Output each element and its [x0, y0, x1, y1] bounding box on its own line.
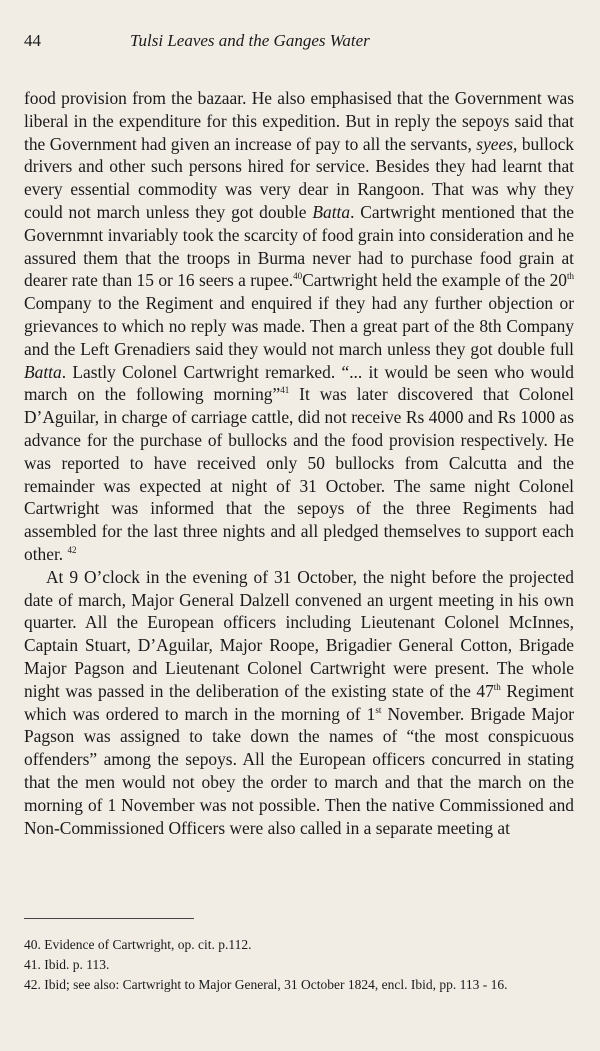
footnote-41: 41. Ibid. p. 113.	[24, 957, 110, 972]
italic-term: syees	[476, 133, 513, 154]
paragraph	[24, 87, 574, 566]
ordinal-suffix: th	[493, 681, 501, 692]
text-run: It was later discovered that Colonel D’Aguilar, in charge of carriage cattle, did not receive Rs 4000 and Rs 1000 as advance for the purchase of bullocks and the food provision respectively. He was reported to have received only 50 bullocks from Calcutta and the remainder was expected at night of 31 October. The same night Colonel Cartwright was informed that the sepoys of the three Regiments had assembled for the last three nights and all pledged themselves to support each other.	[24, 384, 574, 564]
text-run: Regiment which was ordered to march in the morning of 1	[24, 680, 574, 724]
text-run: Company to the Regiment and enquired if they had any further objection or grievances to which no reply was made. Then a great part of the 8th Company and the Left Grenadiers said they would not march unless they got double full	[24, 293, 574, 359]
footnote-40: 40. Evidence of Cartwright, op. cit. p.112.	[24, 937, 252, 952]
text-run: , bullock drivers and other such persons hired for service. Besides they had learnt that every essential commodity was very dear in Rangoon. That was why they could not march unless they got double	[24, 133, 575, 222]
text-run: . Cartwright mentioned that the Governmnt invariably took the scarcity of food grain into consideration and he assured them that the troops in Burma never had to purchase food grain at dearer rate than 15 or 16 seers a rupee.	[24, 201, 574, 291]
footnote-ref: 40	[293, 271, 303, 282]
text-run: . Lastly Colonel Cartwright remarked. “... it would be seen who would march on the following morning”	[24, 361, 574, 405]
text-run: Cartwright held the example of the 20	[302, 270, 567, 291]
text-run: At 9 O’clock in the evening of 31 October, the night before the projected date of march, Major General Dalzell convened an urgent meeting in his own quarter. All the European officers including Lieutenant Colonel McInnes, Captain Stuart, D’Aguilar, Major Roope, Brigadier General Cotton, Brigade Major Pagson and Lieutenant Colonel Cartwright were present. The whole night was passed in the deliberation of the existing state of the 47	[24, 566, 574, 701]
text-run: food provision from the bazaar. He also emphasised that the Government was liberal in the expenditure for this expedition. But in reply the sepoys said that the Government had given an increase of pay to all the servants,	[24, 88, 574, 154]
ordinal-suffix: st	[375, 704, 382, 715]
body-text	[24, 87, 574, 839]
footnotes	[24, 935, 584, 995]
ordinal-suffix: th	[567, 271, 575, 282]
running-title: Tulsi Leaves and the Ganges Water	[130, 31, 370, 50]
footnote-42: 42. Ibid; see also: Cartwright to Major General, 31 October 1824, encl. Ibid, pp. 113 - 16.	[24, 977, 508, 992]
paragraph	[24, 566, 574, 840]
italic-term: Batta	[24, 361, 62, 382]
footnote-ref: 42	[67, 544, 77, 555]
page-number: 44	[24, 31, 41, 50]
text-run: November. Brigade Major Pagson was assigned to take down the names of “the most conspicuous offenders” among the sepoys. All the European officers concurred in stating that the men would not obey the order to march and that the march on the morning of 1 November was not possible. Then the native Commissioned and Non-Commissioned Officers were also called in a separate meeting at	[24, 703, 574, 838]
footnote-ref: 41	[280, 385, 290, 396]
italic-term: Batta	[312, 201, 351, 222]
footnote-divider	[24, 918, 194, 919]
